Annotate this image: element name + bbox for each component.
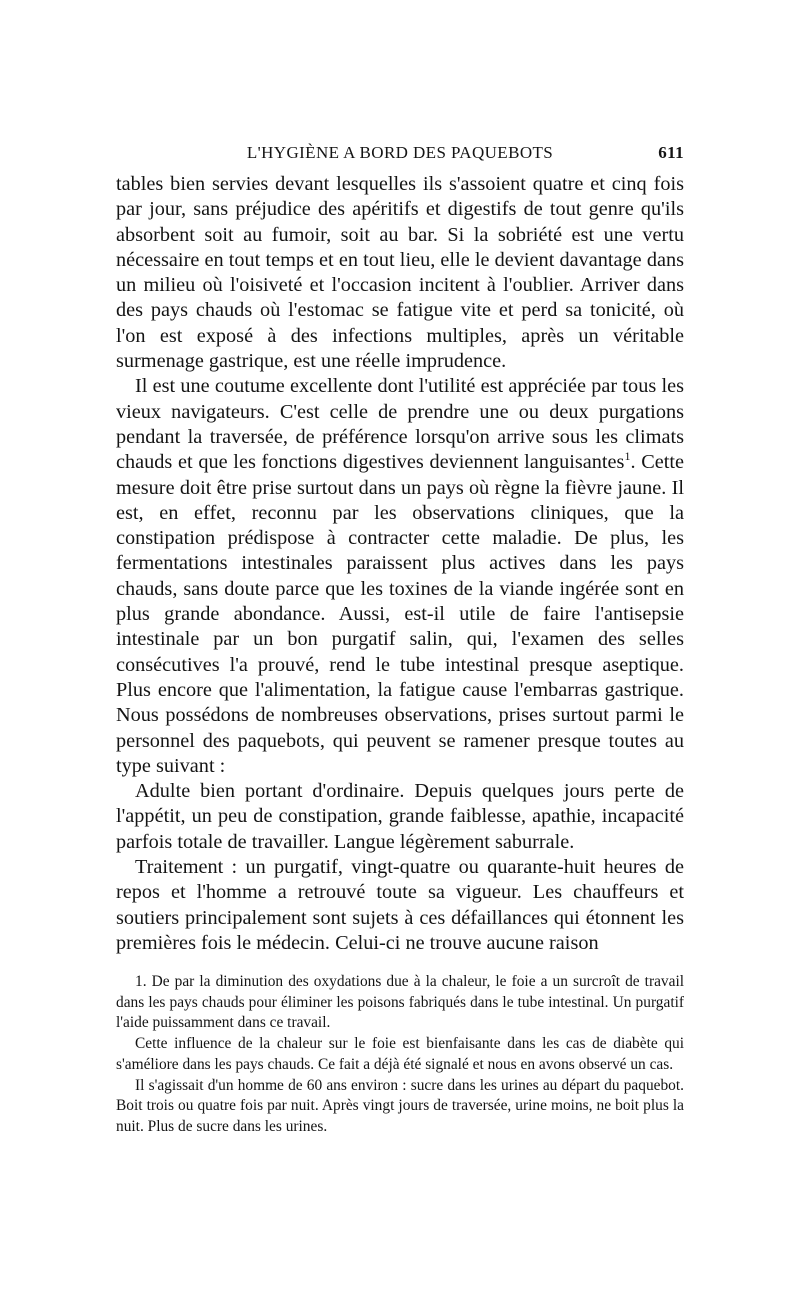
paragraph-continued: tables bien servies devant lesquelles ils s'assoient quatre et cinq fois par jour, sans préjudice des apéritifs et digestifs de tout genre qu'ils absorbent soit au fumoir, soit au bar. Si la sobriété est une vertu nécessaire en tout temps et en tout lieu, elle le devient davantage dans un milieu où l'oisiveté et l'occasion incitent à l'oublier. Arriver dans des pays chauds où l'estomac se fatigue vite et perd sa tonicité, où l'on est exposé à des infections multiples, après un véritable surmenage gastrique, est une réelle imprudence. (116, 173, 684, 373)
paragraph-case-description: Adulte bien portant d'ordinaire. Depuis quelques jours perte de l'appétit, un peu de constipation, grande faiblesse, apathie, incapacité parfois totale de travailler. Langue légèrement saburrale. (116, 780, 684, 853)
paragraph-treatment: Traitement : un purgatif, vingt-quatre ou quarante-huit heures de repos et l'homme a retrouvé toute sa vigueur. Les chauffeurs et soutiers principalement sont sujets à ces défaillances qui étonnent les premières fois le médecin. Celui-ci ne trouve aucune raison (116, 856, 684, 954)
main-text (116, 172, 684, 956)
paragraph-purgations (116, 374, 684, 779)
running-title: L'HYGIÈNE A BORD DES PAQUEBOTS (246, 143, 554, 162)
page-number: 611 (658, 143, 684, 162)
footnote-1-continued: Cette influence de la chaleur sur le foie est bienfaisante dans les cas de diabète qui s'améliore dans les pays chauds. Ce fait a déjà été signalé et nous en avons observé un cas. (116, 1035, 684, 1073)
paragraph-purgations-part-1: Il est une coutume excellente dont l'utilité est appréciée par tous les vieux navigateurs. C'est celle de prendre une ou deux purgations pendant la traversée, de préférence lorsqu'on arrive sous les climats chauds et que les fonctions digestives deviennent languisantes (116, 375, 684, 474)
footnote-1: 1. De par la diminution des oxydations due à la chaleur, le foie a un surcroît de travail dans les pays chauds pour éliminer les poisons fabriqués dans le tube intestinal. Un purgatif l'aide puissamment dans ce travail. (116, 973, 684, 1032)
paragraph-purgations-part-2: . Cette mesure doit être prise surtout dans un pays où règne la fièvre jaune. Il est, en effet, reconnu par les observations cliniques, que la constipation prédispose à contracter cette maladie. De plus, les fermentations intestinales paraissent plus actives dans les pays chauds, sans doute parce que les toxines de la viande ingérée sont en plus grande abondance. Aussi, est-il utile de faire l'antisepsie intestinale par un bon purgatif salin, qui, l'examen des selles consécutives l'a prouvé, rend le tube intestinal presque aseptique. Plus encore que l'alimentation, la fatigue cause l'embarras gastrique. Nous possédons de nombreuses observations, prises surtout parmi le personnel des paquebots, qui peuvent se ramener presque toutes au type suivant : (116, 451, 684, 777)
footnotes (116, 972, 684, 1138)
footnote-reference: 1 (624, 449, 631, 464)
footnote-1-case: Il s'agissait d'un homme de 60 ans environ : sucre dans les urines au départ du paquebot. Boit trois ou quatre fois par nuit. Après vingt jours de traversée, urine moins, ne boit plus la nuit. Plus de sucre dans les urines. (116, 1076, 684, 1135)
